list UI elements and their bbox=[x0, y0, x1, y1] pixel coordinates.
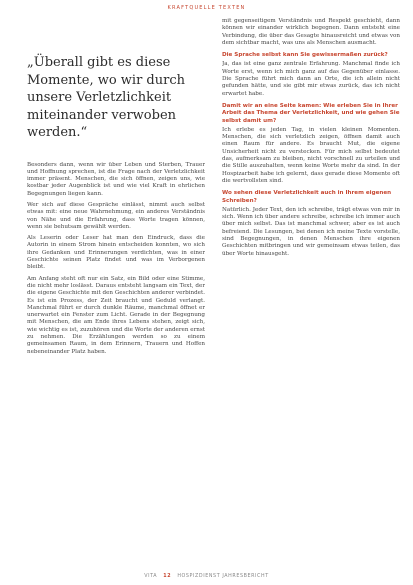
body-paragraph: Ich erlebe es jeden Tag, in vielen kleinen Momenten. Menschen, die sich verletzlich zeigen, öffnen damit auch einen Raum für andere. Es braucht Mut, die eigene Unsicherheit nicht zu verstecken. Für mich selbst bedeutet das, aufmerksam zu bleiben, nicht vorschnell zu urteilen und die Stille auszuhalten, wenn keine Worte mehr da sind. In der Hospizarbeit habe ich gelernt, dass gerade diese Momente oft die wertvollsten sind. bbox=[222, 126, 400, 184]
body-paragraph: mit gegenseitigem Verständnis und Respekt geschieht, dann können wir einander wirklich begegnen. Dann entsteht eine Verbindung, die über das Gesagte hinausreicht und etwas von dem sichtbar macht, was uns als Menschen ausmacht. bbox=[222, 18, 400, 46]
footer-right: HOSPIZDIENST JAHRESBERICHT bbox=[177, 574, 269, 579]
body-paragraph: Natürlich. Jeder Text, den ich schreibe, trägt etwas von mir in sich. Wenn ich über andere schreibe, schreibe ich immer auch über mich selbst. Das ist manchmal schwer, aber es ist auch befreiend. Die Lesungen, bei denen ich meine Texte vorstelle, sind Begegnungen, in denen Menschen ihre eigenen Geschichten mitbringen und wir gemeinsam etwas teilen, das über Worte hinausgeht. bbox=[222, 206, 400, 257]
body-paragraph: Besonders dann, wenn wir über Leben und Sterben, Trauer und Hoffnung sprechen, ist die Frage nach der Verletzlichkeit immer präsent. Menschen, die sich öffnen, zeigen uns, wie kostbar jeder Augenblick ist und wie viel Kraft in ehrlichen Begegnungen liegen kann. bbox=[27, 161, 205, 197]
page-footer bbox=[0, 574, 413, 579]
page-number: 12 bbox=[163, 574, 172, 579]
body-paragraph: Wer sich auf diese Gespräche einlässt, nimmt auch selbst etwas mit: eine neue Wahrnehmung, ein anderes Verständnis von Nähe und die Erfahrung, dass Worte tragen können, wenn sie behutsam gewählt werden. bbox=[27, 201, 205, 230]
right-column bbox=[222, 18, 400, 558]
body-paragraph: Am Anfang steht oft nur ein Satz, ein Bild oder eine Stimme, die nicht mehr loslässt. Daraus entsteht langsam ein Text, der die eigene Geschichte mit den Geschichten anderer verbindet. Es ist ein Prozess, der Zeit braucht und Geduld verlangt. Manchmal führt er durch dunkle Räume, manchmal öffnet er unerwartet ein Fenster zum Licht. Gerade in der Begegnung mit Menschen, die am Ende ihres Lebens stehen, zeigt sich, wie wichtig es ist, zuzuhören und die Worte der anderen ernst zu nehmen. Die Erzählungen werden so zu einem gemeinsamen Raum, in dem Erinnern, Trauern und Hoffen nebeneinander Platz haben. bbox=[27, 275, 205, 355]
left-column bbox=[27, 22, 205, 562]
interview-question: Wo sehen diese Verletzlichkeit auch in Ihrem eigenen Schreiben? bbox=[222, 190, 392, 204]
body-paragraph: Als Leserin oder Leser hat man den Eindruck, dass die Autorin in einem Strom hinein entscheiden konnten, wo sich ihre Gedanken und Erinnerungen verdichten, was in einer Geschichte seinen Platz findet und was im Verborgenen bleibt. bbox=[27, 235, 205, 271]
body-paragraph: Ja, das ist eine ganz zentrale Erfahrung. Manchmal finde ich Worte erst, wenn ich mich ganz auf das Gegenüber einlasse. Die Sprache führt mich dann an Orte, die ich allein nicht gefunden hätte, und sie gibt mir etwas zurück, das ich nicht erwartet habe. bbox=[222, 61, 400, 97]
interview-question: Damit wir an eine Seite kamen: Wie erleben Sie in Ihrer Arbeit das Thema der Verletzlichkeit, und wie gehen Sie selbst damit um? bbox=[222, 102, 400, 124]
section-header: KRAFTQUELLE TEXTEN bbox=[167, 5, 246, 11]
interview-question: Die Sprache selbst kann Sie gewissermaßen zurück? bbox=[222, 52, 388, 59]
footer-left: VITA bbox=[144, 574, 158, 579]
pull-quote: „Überall gibt es diese Momente, wo wir durch unsere Verletzlichkeit miteinander verwoben werden.“ bbox=[27, 55, 185, 140]
